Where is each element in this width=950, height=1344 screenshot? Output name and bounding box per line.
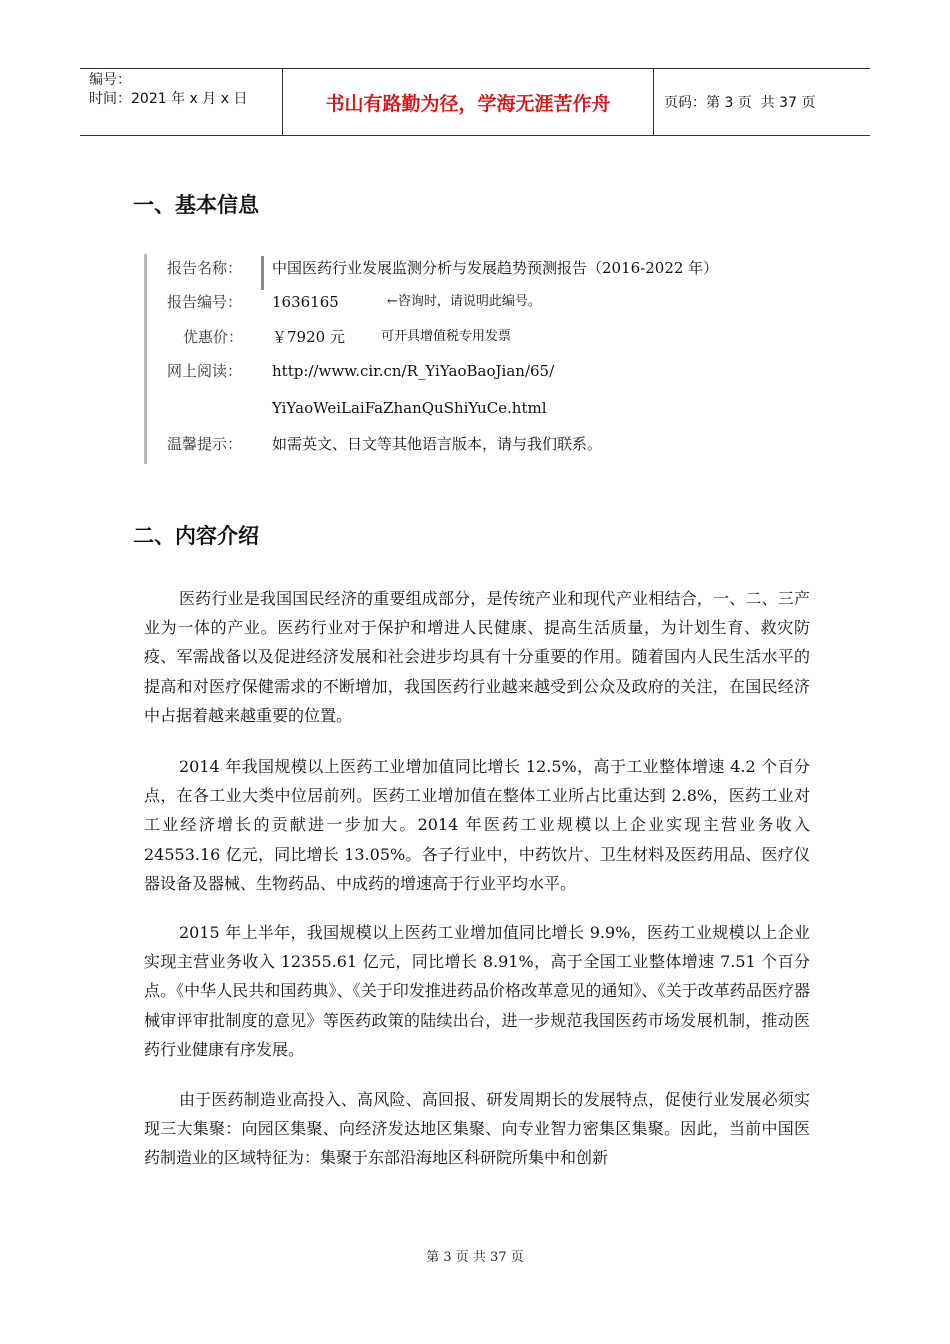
- paragraph: 2014 年我国规模以上医药工业增加值同比增长 12.5%，高于工业整体增速 4.2 个百分点，在各工业大类中位居前列。医药工业增加值在整体工业所占比重达到 2.8%，医药工业对工业经济增长的贡献进一步加大。2014 年医药工业规模以上企业实现主营业务收入 24553.16 亿元，同比增长 13.05%。各子行业中，中药饮片、卫生材料及医药用品、医疗仪器设备及器械、生物药品、中成药的增速高于行业平均水平。: [144, 757, 810, 893]
- header-motto: 书山有路勤为径，学海无涯苦作舟: [282, 69, 654, 135]
- online-label: 网上阅读：: [167, 362, 243, 380]
- price-note: 可开具增值税专用发票: [381, 329, 512, 344]
- report-code-value: 1636165: [272, 293, 339, 311]
- section-title-basic-info: 一、基本信息: [133, 193, 259, 217]
- report-info-box: [144, 254, 787, 464]
- document-number-label: 编号：: [89, 72, 131, 88]
- page-header: [80, 68, 870, 136]
- info-separator: [261, 256, 264, 290]
- document-date-label: 时间：2021 年 x 月 x 日: [89, 91, 248, 107]
- header-meta: [80, 69, 282, 135]
- online-link-line-1[interactable]: http://www.cir.cn/R_YiYaoBaoJian/65/: [272, 362, 555, 380]
- header-page-label: 页码：第 3 页 共 37 页: [664, 95, 816, 111]
- page-footer: 第 3 页 共 37 页: [426, 1250, 524, 1265]
- price-label: 优惠价：: [183, 328, 244, 346]
- tip-value: 如需英文、日文等其他语言版本，请与我们联系。: [272, 435, 603, 453]
- paragraph: 由于医药制造业高投入、高风险、高回报、研发周期长的发展特点，促使行业发展必须实现三大集聚：向园区集聚、向经济发达地区集聚、向专业智力密集区集聚。因此，当前中国医药制造业的区域特征为：集聚于东部沿海地区科研院所集中和创新: [144, 1090, 810, 1168]
- online-link-line-2[interactable]: YiYaoWeiLaiFaZhanQuShiYuCe.html: [272, 399, 547, 417]
- paragraph: 医药行业是我国国民经济的重要组成部分，是传统产业和现代产业相结合，一、二、三产业为一体的产业。医药行业对于保护和增进人民健康、提高生活质量，为计划生育、救灾防疫、军需战备以及促进经济发展和社会进步均具有十分重要的作用。随着国内人民生活水平的提高和对医疗保健需求的不断增加，我国医药行业越来越受到公众及政府的关注，在国民经济中占据着越来越重要的位置。: [144, 589, 810, 725]
- report-name-value: 中国医药行业发展监测分析与发展趋势预测报告（2016-2022 年）: [272, 259, 719, 277]
- report-code-note: ←咨询时，请说明此编号。: [387, 294, 541, 309]
- report-name-label: 报告名称：: [167, 259, 243, 277]
- section-title-content: 二、内容介绍: [133, 524, 259, 548]
- report-code-label: 报告编号：: [167, 293, 243, 311]
- price-value: ￥7920 元: [272, 328, 345, 346]
- header-page-info: [654, 69, 870, 135]
- tip-label: 温馨提示：: [167, 435, 243, 453]
- paragraph: 2015 年上半年，我国规模以上医药工业增加值同比增长 9.9%，医药工业规模以上企业实现主营业务收入 12355.61 亿元，同比增长 8.91%，高于全国工业整体增速 7.51 个百分点。《中华人民共和国药典》、《关于印发推进药品价格改革意见的通知》、《关于改革药品医疗器械审评审批制度的意见》等医药政策的陆续出台，进一步规范我国医药市场发展机制，推动医药行业健康有序发展。: [144, 923, 810, 1059]
